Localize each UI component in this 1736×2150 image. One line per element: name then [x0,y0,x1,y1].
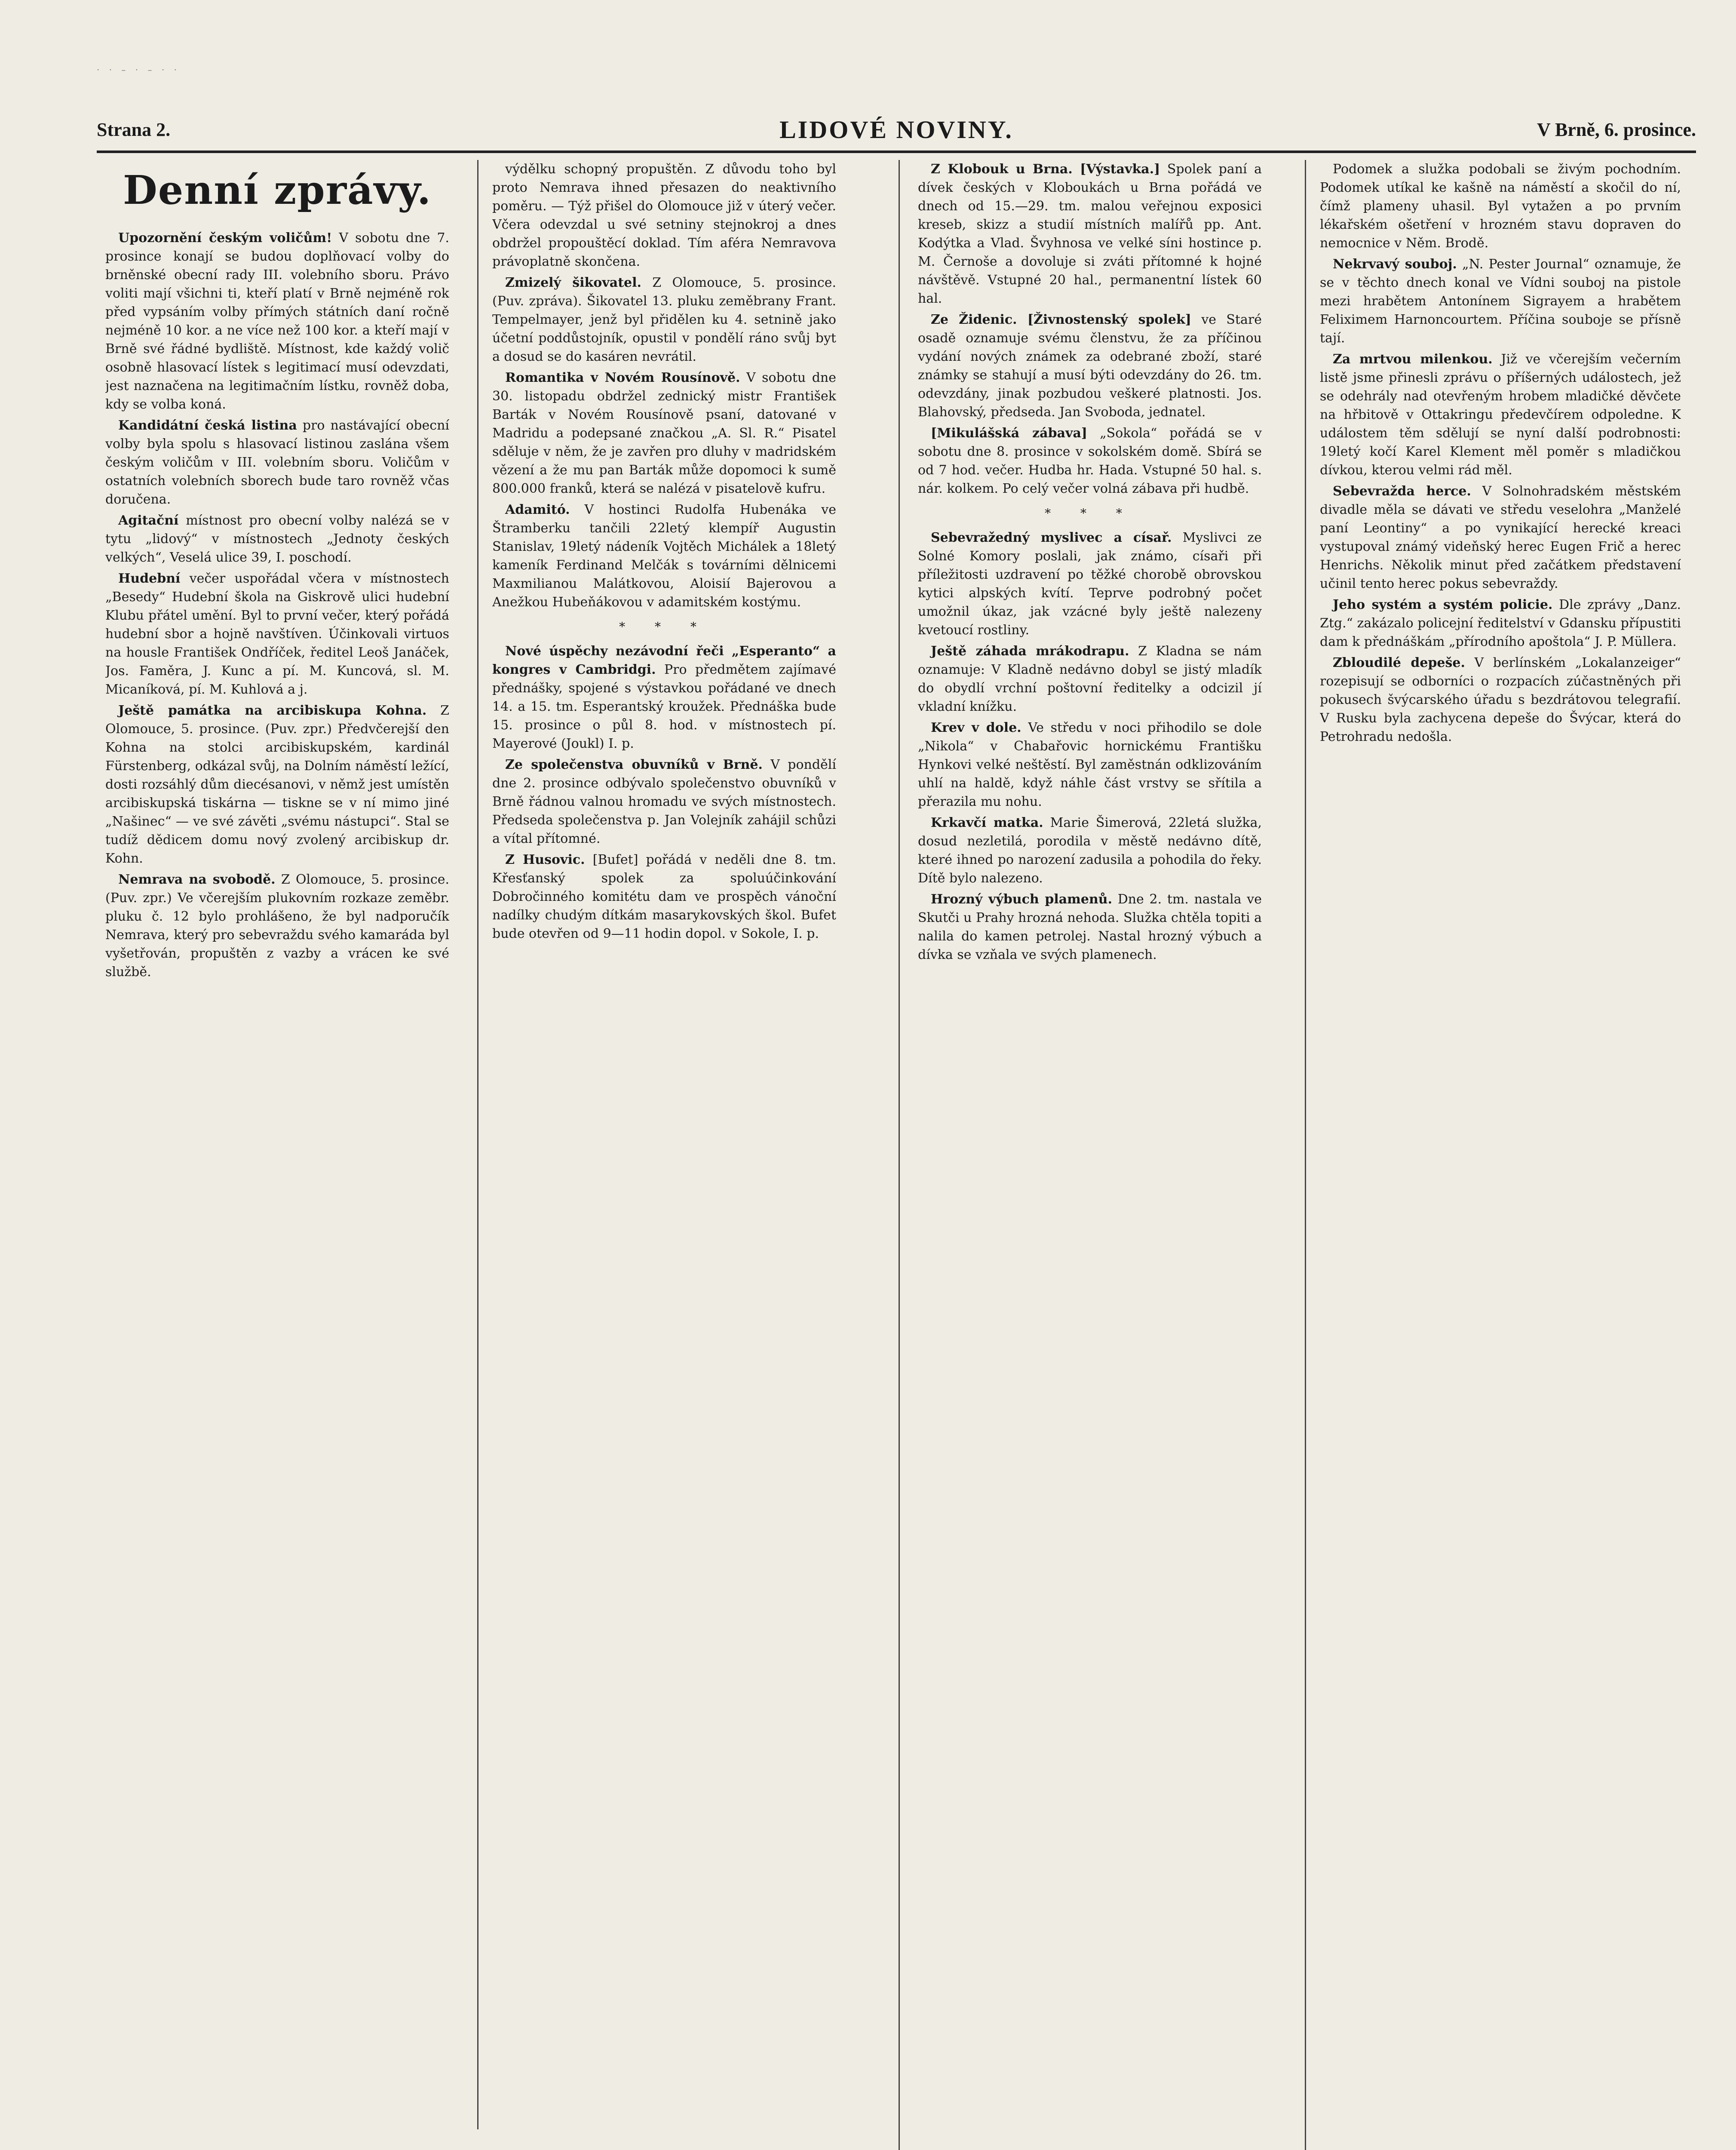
article [1320,255,1681,347]
article-heading: Nekrvavý souboj. [1333,257,1457,272]
article-text: Ve středu v noci přihodilo se dole „Nikola“ v Chabařovic hornickému Františku Hynkovi velké neštěstí. Byl zaměstnán odklizováním uhlí na haldě, když náhle část vrstvy se sřítila a přerazila mu nohu. [918,720,1262,809]
article-heading: Sebevražedný myslivec a císař. [931,530,1172,545]
article-heading: Za mrtvou milenkou. [1333,352,1493,367]
article-heading: Ze společenstva obuvníků v Brně. [505,757,763,772]
article-text: [Bufet] pořádá v neděli dne 8. tm. Křesťanský spolek za spoluúčinkování Dobročinného komitétu dam ve prospěch vánoční nadílky chudým dítkám masarykovských škol. Bufet bude otevřen od 9—11 hodin dopol. v Sokole, I. p. [492,852,836,941]
article [105,870,449,981]
print-noise: · · – · – · · [97,64,180,75]
article-heading: Nemrava na svobodě. [118,872,276,887]
article [1320,482,1681,593]
article-heading: Zmizelý šikovatel. [505,275,641,290]
article [105,511,449,567]
column-divider [899,160,900,2150]
newspaper-title: LIDOVÉ NOVINY. [779,116,1013,144]
article [492,273,836,366]
article [918,890,1262,964]
column-2 [492,160,836,2129]
article-heading: Krev v dole. [931,720,1021,735]
article [105,569,449,699]
column-4 [1320,160,1681,2150]
article-text: Marie Šimerová, 22letá služka, dosud nezletilá, porodila v městě nedávno dítě, které ihned po narození zadusila a pohodila do řeky. Dítě bylo nalezeno. [918,815,1262,886]
article [918,424,1262,498]
article-text: Myslivci ze Solné Komory poslali, jak známo, císaři při příležitosti uzdravení po těžké chorobě obrovskou kytici alpských kvítí. Teprve podrobný počet umožnil úkaz, jak vzácné byly ještě nalezeny kvetoucí rostliny. [918,530,1262,638]
article-heading: Nové úspěchy nezávodní řeči „Esperanto“ a kongres v Cambridgi. [492,644,836,677]
separator-stars: * * * [619,620,709,634]
separator-stars: * * * [1045,506,1135,520]
article-text: V pondělí dne 2. prosince odbývalo společenstvo obuvníků v Brně řádnou valnou hromadu ve svých místnostech. Předseda společenstva p. Jan Volejník zahájil schůzi a vítal přítomné. [492,757,836,846]
article [492,160,836,271]
article [492,756,836,848]
article [918,528,1262,639]
article [492,501,836,611]
article-text: Dle zprávy „Danz. Ztg.“ zakázalo policejní ředitelství v Gdansku přípustiti dam k přednáškám „přírodního apoštola“ J. P. Müllera. [1320,597,1681,649]
article-text: pro nastávající obecní volby byla spolu s hlasovací listinou zaslána všem českým voličům v III. volebním sboru. Voličům v ostatních volebních sborech bude taro rovněž včas doručena. [105,418,449,507]
article-heading: Z Klobouk u Brna. [Výstavka.] [931,162,1160,177]
article-heading: Adamitó. [505,502,570,517]
article [918,160,1262,308]
article [105,229,449,414]
article-text: večer uspořádal včera v místnostech „Besedy“ Hudební škola na Giskrově ulici hudební Klubu přátel umění. Byl to první večer, který pořádá hudební sbor a hojně navštíven. Účinkovali virtuos na housle František Ondříček, ředitel Leoš Janáček, Jos. Faměra, J. Kunc a pí. M. Kuncová, sl. M. Micaníková, pí. M. Kuhlová a j. [105,571,449,697]
article-text: místnost pro obecní volby nalézá se v tytu „lidový“ v místnostech „Jednoty českých velkých“, Veselá ulice 39, I. poschodí. [105,513,449,565]
column-divider [1305,160,1306,2150]
article [492,851,836,943]
article [1320,596,1681,651]
article-text: „N. Pester Journal“ oznamuje, že se v těchto dnech konal ve Vídni souboj na pistole mezi hrabětem Antonínem Sigrayem a hrabětem Feliximem Harnoncourtem. Příčina souboje se přísně tají. [1320,257,1681,346]
article-text: V sobotu dne 30. listopadu obdržel zednický mistr František Barták v Novém Rousínově psaní, datované v Madridu a podepsané značkou „A. Sl. R.“ Pisatel sděluje v něm, že je zavřen pro dluhy v madridském vězení a že mu pan Barták může dopomoci k sumě 800.000 franků, která se nalézá v pisatelově kufru. [492,370,836,496]
article-heading: Kandidátní česká listina [118,418,297,433]
article-text: V hostinci Rudolfa Hubenáka ve Štramberku tančili 22letý klempíř Augustin Stanislav, 19letý nádeník Vojtěch Michálek a 18letý kameník Ferdinand Melčák s továrními dělnicemi Maxmilianou Malátkovou, Aloisií Bajerovou a Anežkou Hubeňákovou v adamitském kostýmu. [492,502,836,610]
article [1320,350,1681,479]
article-text: Z Olomouce, 5. prosince. (Puv. zpr.) Ve včerejším plukovním rozkaze zeměbr. pluku č. 12 bylo prohlášeno, že byl nadporučík Nemrava, který pro sebevraždu svého kamaráda byl vyšetřován, propuštěn z vazby a vrácen ke své službě. [105,872,449,980]
issue-date: V Brně, 6. prosince. [1537,119,1696,140]
article-text: Podomek a služka podobali se živým pochodním. Podomek utíkal ke kašně na náměstí a skočil do ní, čímž plameny uhasil. Byl vytažen a po prvním lékařském ošetření v hrozném stavu dopraven do nemocnice v Něm. Brodě. [1320,162,1681,251]
article-heading: Ze Židenic. [Živnostenský spolek] [931,312,1191,327]
article [105,701,449,868]
column-divider [477,160,478,2129]
article-text: Z Olomouce, 5. prosince. (Puv. zpr.) Předvčerejší den Kohna na stolci arcibiskupském, kardinál Fürstenberg, odkázal svůj, na Dolním náměstí ležící, dosti rozsáhlý dům diecésanovi, v němž jest umístěn arcibiskupská tiskárna — tiskne se v ní mimo jiné „Našinec“ — ve své závěti „svému nástupci“. Stal se tudíž dědicem domu nový zvolený arcibiskup dr. Kohn. [105,703,449,866]
article-heading: Romantika v Novém Rousínově. [505,370,740,385]
article-text: V sobotu dne 7. prosince konají se budou doplňovací volby do brněnské obecní rady III. volebního sboru. Právo voliti mají všichni ti, kteří platí v Brně nejméně rok před vypsáním volby přímých státních daní ročně nejméně 10 kor. a ne více než 100 kor. a kteří mají v Brně své řádné bydliště. Místnost, kde každý volič osobně hlasovací lístek s legitimací musí odevzdati, jest naznačena na legitimačním lístku, rovněž doba, kdy se volba koná. [105,230,449,412]
article-text: V Solnohradském městském divadle měla se dávati ve středu veselohra „Manželé paní Leontiny“ a po vynikající herecké kreaci vystupoval známý videňský herec Eugen Frič a herec Henrichs. Několik minut před začátkem představení učinil tento herec pokus sebevraždy. [1320,484,1681,591]
article-text: Dne 2. tm. nastala ve Skutči u Prahy hrozná nehoda. Služka chtěla topiti a nalila do kamen petrolej. Nastal hrozný výbuch a dívka se vzňala ve svých plamenech. [918,892,1262,962]
column-3 [918,160,1262,2150]
article-heading: [Mikulášská zábava] [931,426,1088,441]
article [918,719,1262,811]
article [492,642,836,753]
column-1 [105,160,449,2129]
article [918,642,1262,716]
article-heading: Sebevražda herce. [1333,484,1471,499]
article-heading: Hrozný výbuch plamenů. [931,892,1113,907]
article-heading: Upozornění českým voličům! [118,230,332,246]
article-heading: Hudební [118,571,181,586]
article-heading: Zbloudilé depeše. [1333,655,1465,670]
article-heading: Ještě záhada mrákodrapu. [931,644,1129,659]
article-text: V berlínském „Lokalanzeiger“ rozepisují se odborníci o rozpacích zúčastněných při pokusech švýcarského úřadu s bezdrátovou telegrafií. V Rusku byla zachycena depeše do Švýcar, která do Petrohradu nedošla. [1320,655,1681,744]
masthead [97,113,1696,147]
article [1320,654,1681,746]
illustration-block [105,2141,892,2150]
page-number: Strana 2. [97,119,171,140]
article [105,416,449,509]
article [918,814,1262,888]
article [918,310,1262,421]
article-heading: Z Husovic. [505,852,585,867]
article-heading: Ještě památka na arcibiskupa Kohna. [118,703,427,718]
masthead-rule [97,150,1696,153]
article-text: Již ve včerejším večerním listě jsme přinesli zprávu o příšerných událostech, jež se odehrály nad otevřeným hrobem mladičké děvčete na hřbitově v Ottakringu předevčírem odpoledne. K událostem těm sdělují se nyní další podrobnosti: 19letý kočí Karel Klement měl poměr s mladičkou dívkou, kterou velmi rád měl. [1320,352,1681,478]
article-text: „Sokola“ pořádá se v sobotu dne 8. prosince v sokolském domě. Sbírá se od 7 hod. večer. Hudba hr. Hada. Vstupné 50 hal. s. nár. kolkem. Po celý večer volná zábava při hudbě. [918,426,1262,496]
article [1320,160,1681,252]
article-text: Z Olomouce, 5. prosince. (Puv. zpráva). Šikovatel 13. pluku zeměbrany Frant. Tempelmayer, jenž byl přidělen ku 4. setnině jako účetní poddůstojník, opustil v pondělí ráno svůj byt a dosud se do kasáren nevrátil. [492,275,836,364]
section-title: Denní zprávy. [123,167,432,213]
article-text: Z Kladna se nám oznamuje: V Kladně nedávno dobyl se jistý mladík do obydlí vrchní poštovní ředitelky a odcizil jí vkladní knížku. [918,644,1262,714]
article [492,369,836,498]
article-text: Pro předmětem zajímavé přednášky, spojené s výstavkou pořádané ve dnech 14. a 15. tm. Esperantský kroužek. Přednáška bude 15. prosince o půl 8. hod. v místnostech pí. Mayerové (Joukl) I. p. [492,662,836,751]
article-heading: Agitační [118,513,179,528]
article-heading: Jeho systém a systém policie. [1333,597,1553,612]
article-text: Spolek paní a dívek českých v Kloboukách u Brna pořádá ve dnech od 15.—29. tm. malou veřejnou exposici kreseb, skizz a studií místních malířů pp. Ant. Kodýtka a Vlad. Švyhnosa ve velké síni hostince p. M. Černoše a dovoluje si zváti přítomné k hojné návštěvě. Vstupné 20 hal., permanentní lístek 60 hal. [918,162,1262,306]
article-heading: Krkavčí matka. [931,815,1043,830]
portrait-illustration [441,2141,939,2150]
article-text: výdělku schopný propuštěn. Z důvodu toho byl proto Nemrava ihned přesazen do neaktivního poměru. — Týž přišel do Olomouce již v úterý večer. Včera odevzdal u své setniny stejnokroj a dnes obdržel propouštěcí doklad. Tím aféra Nemravova právoplatně skončena. [492,162,836,269]
article-text: ve Staré osadě oznamuje svému členstvu, že za příčinou vydání nových známek za odebrané zboží, staré známky se stahují a musí býti odevzdány do 26. tm. odevzdány, jinak pozbudou veškeré platnosti. Jos. Blahovský, předseda. Jan Svoboda, jednatel. [918,312,1262,420]
